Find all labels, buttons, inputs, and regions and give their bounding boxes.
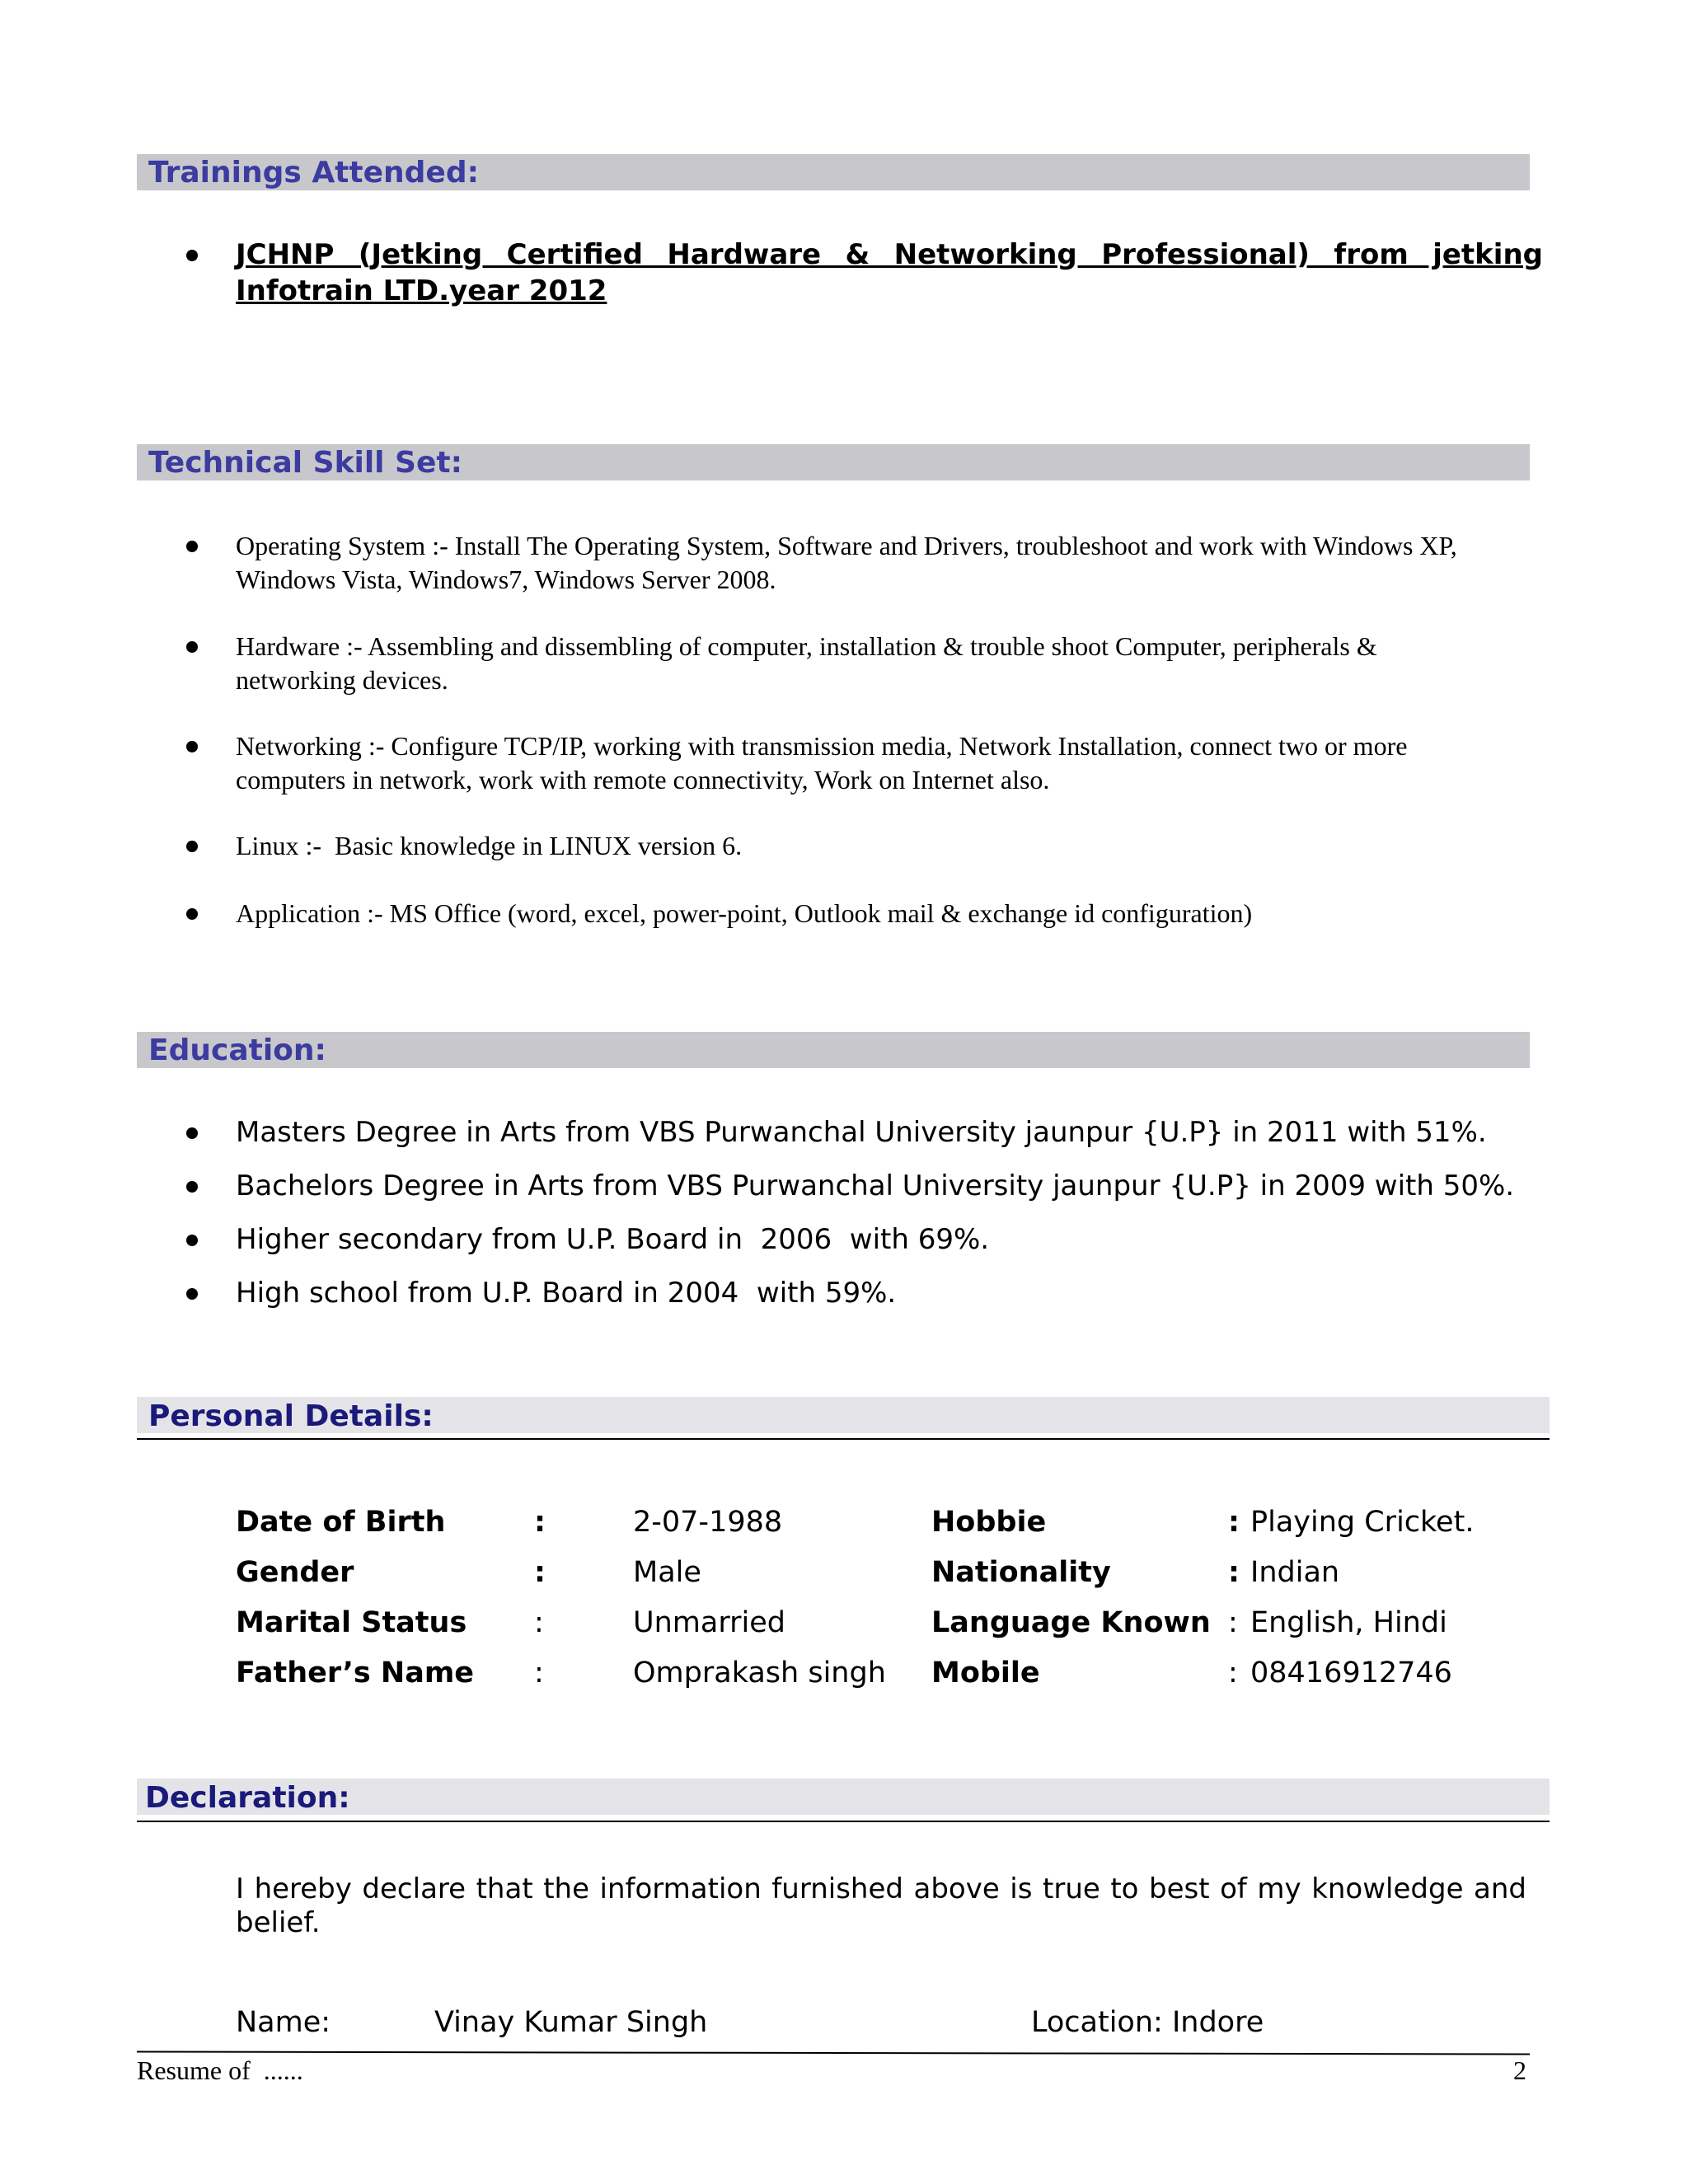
bullet bbox=[186, 641, 198, 653]
trainings-title: Trainings Attended: bbox=[148, 156, 479, 190]
bullet bbox=[186, 250, 198, 261]
marital-status-value: Unmarried bbox=[633, 1606, 785, 1639]
nationality-value: Indian bbox=[1250, 1556, 1340, 1589]
bullet bbox=[186, 1288, 198, 1300]
skill-item: Hardware :- Assembling and dissembling of computer, installation & trouble shoot Computer, peripherals & networking devices. bbox=[236, 631, 1377, 695]
education-item: Bachelors Degree in Arts from VBS Purwanchal University jaunpur {U.P} in 2009 with 50%. bbox=[236, 1169, 1515, 1202]
bullet bbox=[186, 1181, 198, 1193]
marital-status-label: Marital Status bbox=[236, 1606, 467, 1639]
gender-value: Male bbox=[633, 1556, 701, 1589]
bullet bbox=[186, 541, 198, 552]
education-title: Education: bbox=[148, 1033, 326, 1067]
language-label: Language Known bbox=[931, 1606, 1211, 1639]
education-item: Higher secondary from U.P. Board in 2006 with 69%. bbox=[236, 1223, 990, 1256]
nationality-label: Nationality bbox=[931, 1556, 1111, 1589]
bullet bbox=[186, 1127, 198, 1139]
dob-colon: : bbox=[534, 1506, 546, 1539]
hobbie-colon: : bbox=[1228, 1506, 1240, 1539]
page-number: 2 bbox=[1513, 2055, 1526, 2085]
hobbie-value: Playing Cricket. bbox=[1250, 1506, 1475, 1539]
declaration-text: I hereby declare that the information furnished above is true to best of my knowledge and belief. bbox=[236, 1872, 1526, 1939]
father-name-label: Father’s Name bbox=[236, 1657, 475, 1690]
marital-status-colon: : bbox=[534, 1606, 544, 1639]
declaration-divider bbox=[137, 1821, 1550, 1822]
declaration-title: Declaration: bbox=[145, 1781, 350, 1815]
skill-item: Networking :- Configure TCP/IP, working with transmission media, Network Installation, connect two or more computers in network, work with remote connectivity, Work on Internet also. bbox=[236, 731, 1408, 794]
mobile-value: 08416912746 bbox=[1250, 1657, 1452, 1690]
bullet bbox=[186, 1235, 198, 1246]
dob-value: 2-07-1988 bbox=[633, 1506, 783, 1539]
training-item: JCHNP (Jetking Certified Hardware & Networking Professional) from jetking Infotrain LTD.year 2012 bbox=[236, 238, 1543, 307]
education-item: Masters Degree in Arts from VBS Purwanchal University jaunpur {U.P} in 2011 with 51%. bbox=[236, 1116, 1487, 1149]
footer-resume-of: Resume of ...... bbox=[137, 2055, 303, 2085]
hobbie-label: Hobbie bbox=[931, 1506, 1047, 1539]
bullet bbox=[186, 741, 198, 752]
language-colon: : bbox=[1228, 1606, 1238, 1639]
language-value: English, Hindi bbox=[1250, 1606, 1447, 1639]
education-header-bar bbox=[137, 1032, 1530, 1068]
father-name-value: Omprakash singh bbox=[633, 1657, 886, 1690]
mobile-label: Mobile bbox=[931, 1657, 1040, 1690]
footer-rule bbox=[137, 2051, 1530, 2055]
father-name-colon: : bbox=[534, 1657, 544, 1690]
personal-divider bbox=[137, 1438, 1550, 1440]
dob-label: Date of Birth bbox=[236, 1506, 446, 1539]
gender-label: Gender bbox=[236, 1556, 354, 1589]
personal-title: Personal Details: bbox=[148, 1399, 434, 1433]
skill-item: Operating System :- Install The Operating System, Software and Drivers, troubleshoot and work with Windows XP, Windows Vista, Windows7, Windows Server 2008. bbox=[236, 531, 1457, 594]
location: Location: Indore bbox=[1031, 2006, 1264, 2039]
bullet bbox=[186, 841, 198, 852]
name-label: Name: bbox=[236, 2006, 331, 2039]
mobile-colon: : bbox=[1228, 1657, 1238, 1690]
name-value: Vinay Kumar Singh bbox=[434, 2006, 708, 2039]
bullet bbox=[186, 908, 198, 920]
gender-colon: : bbox=[534, 1556, 546, 1589]
nationality-colon: : bbox=[1228, 1556, 1240, 1589]
technical-title: Technical Skill Set: bbox=[148, 446, 463, 480]
skill-item: Application :- MS Office (word, excel, power-point, Outlook mail & exchange id configuration) bbox=[236, 898, 1253, 928]
education-item: High school from U.P. Board in 2004 with 59%. bbox=[236, 1277, 897, 1310]
skill-item: Linux :- Basic knowledge in LINUX version 6. bbox=[236, 831, 743, 860]
